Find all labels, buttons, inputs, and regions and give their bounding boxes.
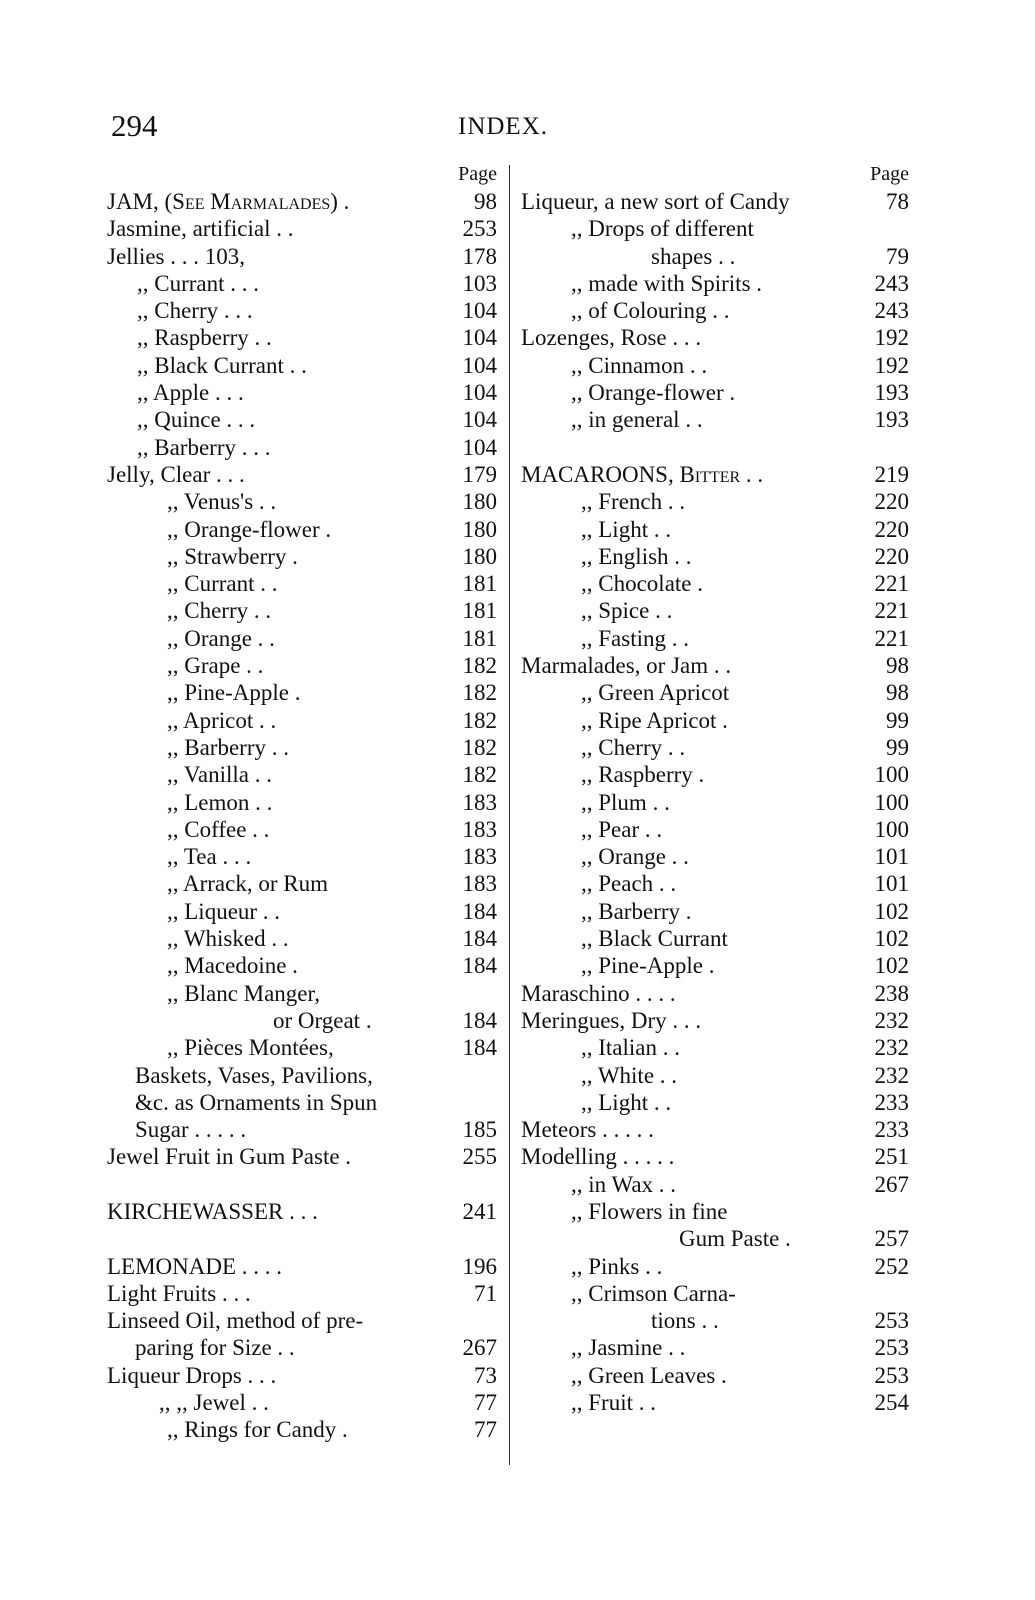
entry-text: ,, Quince . . . xyxy=(137,407,256,433)
index-entry xyxy=(521,1062,909,1089)
entry-text: ,, Green Leaves . xyxy=(571,1362,727,1388)
entry-text: ,, Blanc Manger, xyxy=(167,980,321,1006)
entry-page-number: 232 xyxy=(874,1035,909,1061)
entry-text: ,, Venus's . . xyxy=(167,489,277,515)
entry-page-number: 71 xyxy=(474,1280,497,1306)
index-entry xyxy=(107,925,497,952)
entry-text: ,, Coffee . . xyxy=(167,816,270,842)
entry-text: ,, Black Currant . . xyxy=(137,352,307,378)
index-entry xyxy=(521,1116,909,1143)
column-divider xyxy=(509,165,510,1465)
entry-text: ,, ,, Jewel . . xyxy=(159,1390,269,1416)
index-entry xyxy=(521,461,909,488)
entry-page-number: 183 xyxy=(462,816,497,842)
entry-text: ,, Whisked . . xyxy=(167,926,289,952)
index-entry xyxy=(107,1143,497,1170)
entry-page-number: 102 xyxy=(874,926,909,952)
index-entry xyxy=(521,188,909,215)
entry-text: ,, Rings for Candy . xyxy=(167,1417,348,1443)
index-entry xyxy=(521,1089,909,1116)
index-entry xyxy=(107,952,497,979)
entry-text: Jasmine, artificial . . xyxy=(107,216,294,242)
index-entry xyxy=(107,843,497,870)
index-entry xyxy=(521,1007,909,1034)
entry-text: tions . . xyxy=(651,1308,719,1334)
entry-text: Light Fruits . . . xyxy=(107,1280,251,1306)
entry-text: ,, Tea . . . xyxy=(167,844,252,870)
entry-page-number: 193 xyxy=(874,380,909,406)
entry-text: ,, Spice . . xyxy=(581,598,673,624)
index-entry xyxy=(107,1416,497,1443)
index-entry xyxy=(521,1034,909,1061)
entry-text: Modelling . . . . . xyxy=(521,1144,675,1170)
index-entry xyxy=(107,543,497,570)
index-entry xyxy=(521,952,909,979)
entry-page-number: 102 xyxy=(874,898,909,924)
entry-text: ,, Jasmine . . xyxy=(571,1335,686,1361)
index-entry xyxy=(521,406,909,433)
entry-text: ,, in Wax . . xyxy=(571,1171,677,1197)
entry-text: ,, English . . xyxy=(581,543,692,569)
entry-text: ,, Cinnamon . . xyxy=(571,352,708,378)
entry-text: ,, Orange . . xyxy=(581,844,689,870)
index-entry xyxy=(521,734,909,761)
index-entry xyxy=(521,243,909,270)
entry-page-number: 98 xyxy=(886,680,909,706)
index-entry xyxy=(521,1253,909,1280)
index-entry xyxy=(107,734,497,761)
entry-text: Liqueur Drops . . . xyxy=(107,1362,277,1388)
entry-text: Jewel Fruit in Gum Paste . xyxy=(107,1144,352,1170)
entry-text: MACAROONS, Bitter . . xyxy=(521,461,764,487)
index-entry xyxy=(521,297,909,324)
index-entry xyxy=(107,1389,497,1416)
index-entry xyxy=(107,324,497,351)
index-entry xyxy=(107,816,497,843)
index-entry xyxy=(107,1334,497,1361)
index-entry xyxy=(107,652,497,679)
entry-page-number: 104 xyxy=(462,298,497,324)
index-entry xyxy=(521,597,909,624)
entry-page-number: 182 xyxy=(462,653,497,679)
entry-text: ,, Black Currant xyxy=(581,926,728,952)
entry-text: Sugar . . . . . xyxy=(135,1117,247,1143)
entry-text: ,, Raspberry . xyxy=(581,762,705,788)
index-entry xyxy=(521,215,909,242)
entry-page-number: 101 xyxy=(874,844,909,870)
index-entry xyxy=(107,270,497,297)
entry-page-number: 220 xyxy=(874,489,909,515)
index-entry xyxy=(521,652,909,679)
entry-text: ,, Pine-Apple . xyxy=(167,680,301,706)
entry-page-number: 192 xyxy=(874,325,909,351)
index-entry xyxy=(521,270,909,297)
index-entry xyxy=(521,570,909,597)
index-entry xyxy=(107,352,497,379)
entry-text: JAM, (See Marmalades) . xyxy=(107,189,350,214)
entry-page-number: 100 xyxy=(874,762,909,788)
index-entry xyxy=(521,1171,909,1198)
entry-page-number: 184 xyxy=(462,1035,497,1061)
entry-page-number: 254 xyxy=(874,1390,909,1416)
index-entry xyxy=(521,679,909,706)
index-column-right xyxy=(521,160,909,1416)
entry-text: ,, Pine-Apple . xyxy=(581,953,715,979)
index-entry xyxy=(107,243,497,270)
entry-text: ,, Cherry . . xyxy=(167,598,272,624)
entry-page-number: 100 xyxy=(874,789,909,815)
entry-text: Gum Paste . xyxy=(679,1226,791,1252)
entry-page-number: 181 xyxy=(462,598,497,624)
entry-page-number: 267 xyxy=(874,1171,909,1197)
entry-page-number: 243 xyxy=(874,270,909,296)
entry-text: ,, Strawberry . xyxy=(167,543,298,569)
index-entry xyxy=(107,406,497,433)
entry-text: paring for Size . . xyxy=(135,1335,295,1361)
index-entry xyxy=(521,870,909,897)
index-gap xyxy=(107,1225,497,1252)
entry-text: ,, Grape . . xyxy=(167,653,264,679)
index-entry xyxy=(107,1034,497,1061)
entry-page-number: 79 xyxy=(886,243,909,269)
entry-text: Jelly, Clear . . . xyxy=(107,461,245,487)
entry-page-number: 180 xyxy=(462,543,497,569)
index-entry xyxy=(521,1334,909,1361)
entry-page-number: 219 xyxy=(874,461,909,487)
index-entry xyxy=(107,789,497,816)
entry-page-number: 77 xyxy=(474,1417,497,1443)
index-entry xyxy=(107,215,497,242)
entry-page-number: 233 xyxy=(874,1089,909,1115)
entry-text: ,, Vanilla . . xyxy=(167,762,272,788)
index-entry xyxy=(521,843,909,870)
entry-page-number: 238 xyxy=(874,980,909,1006)
index-entry xyxy=(521,980,909,1007)
entry-page-number: 220 xyxy=(874,516,909,542)
entry-page-number: 182 xyxy=(462,762,497,788)
index-entry xyxy=(521,1389,909,1416)
index-entry xyxy=(521,625,909,652)
entry-page-number: 232 xyxy=(874,1062,909,1088)
entry-text: ,, Crimson Carna- xyxy=(571,1280,736,1306)
index-entry xyxy=(107,488,497,515)
index-entry xyxy=(107,679,497,706)
entry-page-number: 182 xyxy=(462,680,497,706)
entry-page-number: 104 xyxy=(462,325,497,351)
entry-text: ,, Apricot . . xyxy=(167,707,277,733)
entry-page-number: 221 xyxy=(874,571,909,597)
entry-text: ,, Plum . . xyxy=(581,789,670,815)
entry-text: Lozenges, Rose . . . xyxy=(521,325,702,351)
index-gap xyxy=(107,1171,497,1198)
entry-text: ,, Currant . . xyxy=(167,571,278,597)
entry-text: Meringues, Dry . . . xyxy=(521,1007,702,1033)
entry-page-number: 257 xyxy=(874,1226,909,1252)
entry-page-number: 104 xyxy=(462,434,497,460)
entry-page-number: 100 xyxy=(874,816,909,842)
index-entry xyxy=(107,1253,497,1280)
entry-text: ,, White . . xyxy=(581,1062,678,1088)
index-entry xyxy=(521,761,909,788)
entry-page-number: 221 xyxy=(874,598,909,624)
index-entry xyxy=(521,898,909,925)
index-entry xyxy=(107,980,497,1007)
entry-text: ,, Arrack, or Rum xyxy=(167,871,328,897)
entry-page-number: 193 xyxy=(874,407,909,433)
entry-text: ,, Flowers in fine xyxy=(571,1198,728,1224)
index-entry xyxy=(107,1307,497,1334)
entry-text: Liqueur, a new sort of Candy xyxy=(521,189,790,214)
entry-text: ,, of Colouring . . xyxy=(571,298,730,324)
entry-page-number: 184 xyxy=(462,898,497,924)
index-entry xyxy=(107,707,497,734)
entry-text: Linseed Oil, method of pre- xyxy=(107,1308,364,1334)
entry-page-number: 232 xyxy=(874,1007,909,1033)
entry-text: ,, in general . . xyxy=(571,407,703,433)
entry-page-number: 179 xyxy=(462,461,497,487)
entry-text: ,, Barberry . xyxy=(581,898,692,924)
index-entry xyxy=(107,625,497,652)
entry-page-number: 181 xyxy=(462,625,497,651)
entry-text: ,, Pièces Montées, xyxy=(167,1035,334,1061)
entry-text: shapes . . xyxy=(651,243,736,269)
entry-text: ,, French . . xyxy=(581,489,686,515)
index-entry xyxy=(521,324,909,351)
index-entry xyxy=(521,516,909,543)
entry-page-number: 99 xyxy=(886,734,909,760)
entry-text: ,, Fruit . . xyxy=(571,1390,656,1416)
entry-page-number: 221 xyxy=(874,625,909,651)
entry-page-number: 182 xyxy=(462,707,497,733)
entry-text: ,, Cherry . . xyxy=(581,734,686,760)
index-entry xyxy=(521,789,909,816)
entry-page-number: 101 xyxy=(874,871,909,897)
index-entry xyxy=(521,816,909,843)
entry-page-number: 78 xyxy=(886,189,909,214)
entry-page-number: 104 xyxy=(462,407,497,433)
entry-text: ,, Italian . . xyxy=(581,1035,680,1061)
entry-page-number: 98 xyxy=(886,653,909,679)
entry-page-number: 98 xyxy=(474,189,497,214)
index-entry xyxy=(107,1116,497,1143)
index-entry xyxy=(521,1143,909,1170)
index-entry xyxy=(107,1362,497,1389)
entry-text: ,, Peach . . xyxy=(581,871,677,897)
entry-text: Jellies . . . 103, xyxy=(107,243,245,269)
index-entry xyxy=(521,352,909,379)
index-entry xyxy=(521,1307,909,1334)
index-entry xyxy=(521,925,909,952)
index-entry xyxy=(107,1089,497,1116)
entry-text: KIRCHEWASSER . . . xyxy=(107,1198,318,1224)
page-column-label: Page xyxy=(870,163,909,185)
index-gap xyxy=(521,434,909,461)
entry-page-number: 241 xyxy=(462,1198,497,1224)
entry-page-number: 104 xyxy=(462,352,497,378)
entry-text: ,, Fasting . . xyxy=(581,625,689,651)
index-entry xyxy=(107,870,497,897)
index-entry xyxy=(521,707,909,734)
index-entry xyxy=(107,898,497,925)
index-entry xyxy=(521,1362,909,1389)
entry-page-number: 104 xyxy=(462,380,497,406)
entry-text: Maraschino . . . . xyxy=(521,980,676,1006)
entry-page-number: 183 xyxy=(462,844,497,870)
index-entry xyxy=(107,1280,497,1307)
index-entry xyxy=(107,379,497,406)
entry-text: ,, Lemon . . xyxy=(167,789,273,815)
index-entry xyxy=(521,1280,909,1307)
entry-page-number: 253 xyxy=(874,1308,909,1334)
entry-text: &c. as Ornaments in Spun xyxy=(135,1089,378,1115)
entry-page-number: 183 xyxy=(462,871,497,897)
entry-page-number: 243 xyxy=(874,298,909,324)
index-entry xyxy=(107,761,497,788)
entry-page-number: 180 xyxy=(462,516,497,542)
entry-page-number: 255 xyxy=(462,1144,497,1170)
entry-text: or Orgeat . xyxy=(273,1007,372,1033)
entry-text: ,, Macedoine . xyxy=(167,953,298,979)
entry-text: Marmalades, or Jam . . xyxy=(521,653,732,679)
entry-page-number: 253 xyxy=(874,1362,909,1388)
index-entry xyxy=(107,516,497,543)
entry-text: LEMONADE . . . . xyxy=(107,1253,283,1279)
index-entry xyxy=(521,1225,909,1252)
entry-text: ,, Green Apricot xyxy=(581,680,730,706)
entry-text: ,, Light . . xyxy=(581,1089,672,1115)
page-column-label: Page xyxy=(458,163,497,185)
index-entry xyxy=(107,1198,497,1225)
entry-page-number: 196 xyxy=(462,1253,497,1279)
entry-text: ,, Pinks . . xyxy=(571,1253,663,1279)
entry-page-number: 253 xyxy=(462,216,497,242)
entry-page-number: 184 xyxy=(462,953,497,979)
entry-page-number: 233 xyxy=(874,1117,909,1143)
entry-text: ,, Currant . . . xyxy=(137,270,260,296)
entry-page-number: 77 xyxy=(474,1390,497,1416)
entry-text: ,, Orange-flower . xyxy=(571,380,736,406)
index-entry xyxy=(107,434,497,461)
page-number: 294 xyxy=(111,108,158,143)
running-head: INDEX. xyxy=(458,113,549,140)
index-entry xyxy=(521,488,909,515)
entry-text: ,, Raspberry . . xyxy=(137,325,272,351)
entry-page-number: 103 xyxy=(462,270,497,296)
entry-text: ,, Orange . . xyxy=(167,625,275,651)
entry-text: ,, Barberry . . xyxy=(167,734,289,760)
entry-text: Baskets, Vases, Pavilions, xyxy=(135,1062,373,1088)
entry-text: ,, Orange-flower . xyxy=(167,516,332,542)
index-entry xyxy=(521,543,909,570)
entry-text: ,, Ripe Apricot . xyxy=(581,707,728,733)
entry-page-number: 251 xyxy=(874,1144,909,1170)
entry-page-number: 253 xyxy=(874,1335,909,1361)
entry-page-number: 220 xyxy=(874,543,909,569)
entry-page-number: 185 xyxy=(462,1117,497,1143)
index-entry xyxy=(107,297,497,324)
index-entry xyxy=(107,570,497,597)
entry-page-number: 73 xyxy=(474,1362,497,1388)
entry-page-number: 99 xyxy=(886,707,909,733)
entry-text: ,, Liqueur . . xyxy=(167,898,281,924)
entry-text: ,, Cherry . . . xyxy=(137,298,253,324)
index-entry xyxy=(107,1062,497,1089)
index-entry xyxy=(521,1198,909,1225)
entry-page-number: 192 xyxy=(874,352,909,378)
index-entry xyxy=(107,597,497,624)
index-entry xyxy=(107,461,497,488)
entry-text: ,, Barberry . . . xyxy=(137,434,271,460)
entry-page-number: 182 xyxy=(462,734,497,760)
entry-page-number: 102 xyxy=(874,953,909,979)
entry-text: ,, Light . . xyxy=(581,516,672,542)
entry-text: ,, Apple . . . xyxy=(137,380,244,406)
entry-page-number: 181 xyxy=(462,571,497,597)
entry-page-number: 178 xyxy=(462,243,497,269)
index-column-left xyxy=(107,160,497,1444)
entry-page-number: 267 xyxy=(462,1335,497,1361)
entry-text: Meteors . . . . . xyxy=(521,1117,654,1143)
index-entry xyxy=(107,188,497,215)
entry-page-number: 184 xyxy=(462,1007,497,1033)
entry-text: ,, made with Spirits . xyxy=(571,270,763,296)
entry-text: ,, Chocolate . xyxy=(581,571,703,597)
entry-page-number: 180 xyxy=(462,489,497,515)
entry-text: ,, Drops of different xyxy=(571,216,754,242)
entry-page-number: 184 xyxy=(462,926,497,952)
index-entry xyxy=(107,1007,497,1034)
entry-page-number: 252 xyxy=(874,1253,909,1279)
index-entry xyxy=(521,379,909,406)
entry-text: ,, Pear . . xyxy=(581,816,663,842)
entry-page-number: 183 xyxy=(462,789,497,815)
